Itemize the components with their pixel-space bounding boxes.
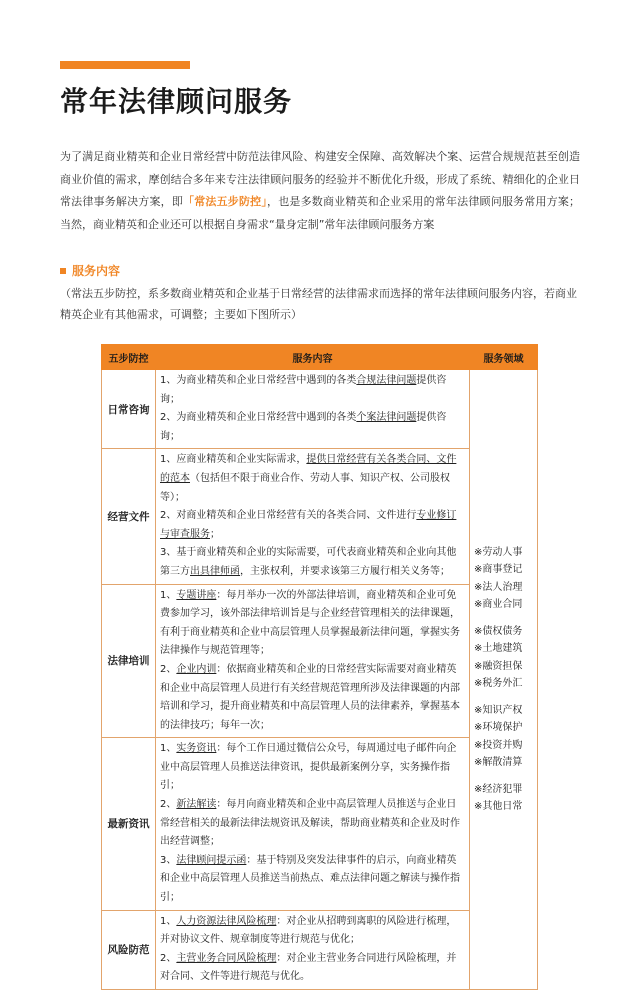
item-text: ：对企业从招聘到离职的风险进行梳理，并对协议文件、规章制度等进行规范与优化； xyxy=(160,915,457,946)
service-area-item: ※商事登记 xyxy=(474,564,523,575)
service-item xyxy=(160,950,465,987)
page-title: 常年法律顾问服务 xyxy=(60,85,293,118)
item-text: （包括但不限于商业合作、劳动人事、知识产权、公司股权等）； xyxy=(160,472,450,503)
item-underlined-text: 专题讲座 xyxy=(176,589,217,601)
item-text: 提供咨询； xyxy=(160,375,447,405)
item-underlined-text: 出具律师函 xyxy=(190,565,240,577)
item-underlined-text: 企业内训 xyxy=(176,663,217,675)
item-underlined-text: 人力资源法律风险梳理 xyxy=(176,915,277,927)
service-area-item: ※解散清算 xyxy=(474,757,523,768)
service-item xyxy=(160,587,465,661)
table-row xyxy=(102,370,538,449)
category-cell: 法律培训 xyxy=(102,584,156,738)
service-table xyxy=(101,344,538,990)
item-text: 1、应商业精英和企业实际需求， xyxy=(160,454,307,466)
item-text: 1、 xyxy=(160,589,177,601)
service-area-item: ※土地建筑 xyxy=(474,643,523,654)
section-description: （常法五步防控，系多数商业精英和企业基于日常经营的法律需求而选择的常年法律顾问服务内容，若商业精英企业有其他需求，可调整；主要如下图所示） xyxy=(60,287,577,321)
area-group-gap xyxy=(474,693,536,702)
service-item xyxy=(160,852,465,908)
intro-paragraph xyxy=(60,146,580,236)
intro-highlight: 「常法五步防控」 xyxy=(183,195,268,208)
service-item xyxy=(160,913,465,950)
service-area-item: ※知识产权 xyxy=(474,704,523,716)
item-text: ：依据商业精英和企业的日常经营实际需要对商业精英和企业中高层管理人员进行有关经营规范管理所涉及法律课题的内部培训和学习，提升商业精英和中高层管理人员的法律素养，掌握基本的法律技巧；每年一次； xyxy=(160,663,460,731)
table-header-row xyxy=(102,345,538,370)
item-underlined-text: 提供日常经营有关各类合同、文件的范本 xyxy=(160,454,457,484)
intro-text: 为了满足商业精英和企业日常经营中防范法律风险、构建安全保障、高效解决个案、运营合规规范甚至创造商业价值的需求，摩创结合多年来专注法律顾问服务的经验并不断优化升级，形成了系统、精细化的企业日常法律事务解决方案，即 xyxy=(60,150,580,208)
service-items-cell xyxy=(156,910,470,989)
service-areas-cell xyxy=(470,370,538,990)
column-header: 服务领域 xyxy=(470,345,538,370)
service-item xyxy=(160,796,465,852)
service-items-cell xyxy=(156,738,470,910)
service-item xyxy=(160,409,465,446)
item-text: 2、 xyxy=(160,663,177,675)
item-text: 2、对商业精英和企业日常经营有关的各类合同、文件进行 xyxy=(160,510,417,522)
item-text: ； xyxy=(210,528,220,540)
item-text: ：对企业主营业务合同进行风险梳理，并对合同、文件等进行规范与优化。 xyxy=(160,952,457,983)
area-group-gap xyxy=(474,614,536,623)
category-cell: 经营文件 xyxy=(102,449,156,584)
service-item xyxy=(160,544,465,581)
item-text: 3、 xyxy=(160,854,177,866)
item-text: 1、 xyxy=(160,743,177,755)
service-area-item: ※环境保护 xyxy=(474,722,523,733)
item-text: 提供咨询； xyxy=(160,412,447,442)
item-underlined-text: 个案法律问题 xyxy=(356,412,417,424)
service-item xyxy=(160,740,465,796)
item-text: ：每月举办一次的外部法律培训，商业精英和企业可免费参加学习，该外部法律培训旨是与企业经营管理相关的法律课题，有利于商业精英和企业中高层管理人员掌握最新法律问题，掌握实务法律操作与规范管理等； xyxy=(160,589,460,657)
service-area-item: ※劳动人事 xyxy=(474,546,523,558)
service-items-cell xyxy=(156,370,470,449)
item-text: 2、 xyxy=(160,799,177,811)
column-header: 服务内容 xyxy=(156,345,470,370)
item-underlined-text: 实务资讯 xyxy=(176,743,217,755)
item-text: ：每个工作日通过微信公众号，每周通过电子邮件向企业中高层管理人员推送法律资讯，提供最新案例分享，实务操作指引； xyxy=(160,743,457,792)
title-accent-bar xyxy=(60,61,190,69)
service-item xyxy=(160,661,465,735)
item-text: 1、 xyxy=(160,915,177,927)
intro-text-end: ，也是多数商业精英和企业采用的常年法律顾问服务常用方案；当然，商业精英和企业还可以根据自身需求“量身定制”常年法律顾问服务方案 xyxy=(60,195,581,231)
service-item xyxy=(160,372,465,409)
service-area-item: ※商业合同 xyxy=(474,599,523,610)
service-items-cell xyxy=(156,449,470,584)
item-text: 1、为商业精英和企业日常经营中遇到的各类 xyxy=(160,375,357,386)
area-group-gap xyxy=(474,772,536,781)
item-text: 2、 xyxy=(160,952,177,964)
item-underlined-text: 专业修订与审查服务 xyxy=(160,510,457,540)
service-area-item: ※税务外汇 xyxy=(474,678,523,689)
item-text: 2、为商业精英和企业日常经营中遇到的各类 xyxy=(160,412,357,424)
item-text: ：基于特别及突发法律事件的启示，向商业精英和企业中高层管理人员推送当前热点、难点法律问题之解读与操作指引； xyxy=(160,854,460,904)
service-item xyxy=(160,507,465,544)
square-bullet-icon xyxy=(60,268,66,274)
item-text: ，主张权利，并要求该第三方履行相关义务等； xyxy=(240,565,450,577)
column-header: 五步防控 xyxy=(102,345,156,370)
service-area-item: ※其他日常 xyxy=(474,801,523,812)
service-area-item: ※经济犯罪 xyxy=(474,783,523,795)
item-underlined-text: 合规法律问题 xyxy=(356,375,417,386)
service-item xyxy=(160,451,465,507)
item-underlined-text: 法律顾问提示函 xyxy=(176,854,247,866)
service-area-item: ※投资并购 xyxy=(474,739,523,751)
category-cell: 风险防范 xyxy=(102,910,156,989)
category-cell: 最新资讯 xyxy=(102,738,156,910)
section-heading xyxy=(60,262,120,279)
service-area-item: ※融资担保 xyxy=(474,660,523,672)
item-text: ：每月向商业精英和企业中高层管理人员推送与企业日常经营相关的最新法律法规资讯及解读，帮助商业精英和企业及时作出经营调整； xyxy=(160,799,460,848)
service-area-item: ※债权债务 xyxy=(474,625,523,637)
item-underlined-text: 新法解读 xyxy=(176,799,217,811)
section-heading-text: 服务内容 xyxy=(72,264,121,278)
category-cell: 日常咨询 xyxy=(102,370,156,449)
service-area-item: ※法人治理 xyxy=(474,581,523,593)
item-text: 3、基于商业精英和企业的实际需要，可代表商业精英和企业向其他第三方 xyxy=(160,547,457,577)
item-underlined-text: 主营业务合同风险梳理 xyxy=(176,952,277,964)
service-items-cell xyxy=(156,584,470,738)
